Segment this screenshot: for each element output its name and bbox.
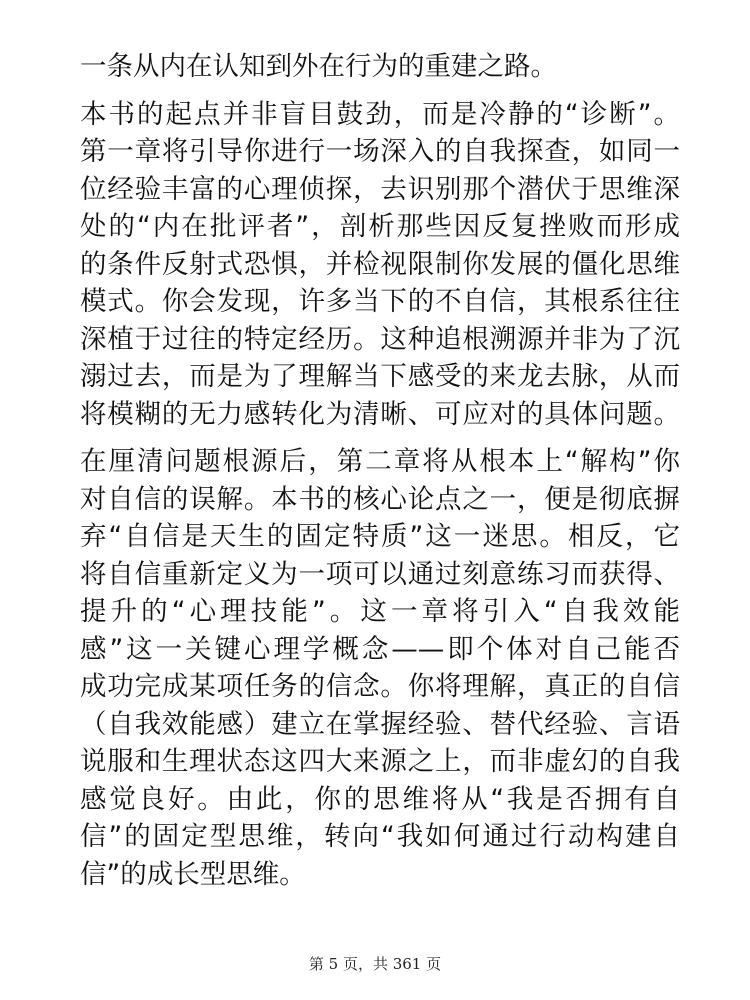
text-line: 模式。你会发现，许多当下的不自信，其根系往往 (80, 286, 680, 317)
text-line: （自我效能感）建立在掌握经验、替代经验、言语 (80, 708, 680, 740)
text-line: 本书的起点并非盲目鼓劲，而是冷静的“诊断”。 (80, 98, 680, 130)
text-line: 深植于过往的特定经历。这种追根溯源并非为了沉 (80, 323, 680, 355)
text-line: 提升的“心理技能”。这一章将引入“自我效能 (80, 596, 680, 627)
text-line: 将自信重新定义为一项可以通过刻意练习而获得、 (80, 558, 680, 590)
paragraph-3 (80, 443, 680, 893)
text-line: 的条件反射式恐惧，并检视限制你发展的僵化思维 (80, 248, 680, 280)
text-line: 溺过去，而是为了理解当下感受的来龙去脉，从而 (80, 361, 680, 392)
text-line: 信”的成长型思维。 (80, 858, 306, 890)
text-line: 信”的固定型思维，转向“我如何通过行动构建自 (80, 821, 680, 852)
text-line: 第一章将引导你进行一场深入的自我探查，如同一 (80, 136, 680, 167)
paragraph-2 (80, 96, 680, 434)
text-line: 感”这一关键心理学概念——即个体对自己能否 (80, 633, 680, 665)
text-line: 将模糊的无力感转化为清晰、可应对的具体问题。 (80, 398, 680, 430)
text-line: 说服和生理状态这四大来源之上，而非虚幻的自我 (80, 746, 680, 777)
text-line: 弃“自信是天生的固定特质”这一迷思。相反，它 (80, 521, 680, 552)
text-line: 成功完成某项任务的信念。你将理解，真正的自信 (80, 671, 680, 702)
page-number-footer: 第 5 页，共 361 页 (308, 955, 442, 973)
text-line: 在厘清问题根源后，第二章将从根本上“解构”你 (80, 446, 680, 477)
text-line: 处的“内在批评者”，剖析那些因反复挫败而形成 (80, 211, 680, 242)
text-line: 一条从内在认知到外在行为的重建之路。 (80, 51, 557, 82)
paragraph-1 (80, 48, 680, 86)
text-line: 位经验丰富的心理侦探，去识别那个潜伏于思维深 (80, 173, 680, 205)
text-line: 对自信的误解。本书的核心论点之一，便是彻底摒 (80, 483, 680, 515)
text-line: 感觉良好。由此，你的思维将从“我是否拥有自 (80, 783, 680, 815)
document-body (80, 48, 680, 903)
